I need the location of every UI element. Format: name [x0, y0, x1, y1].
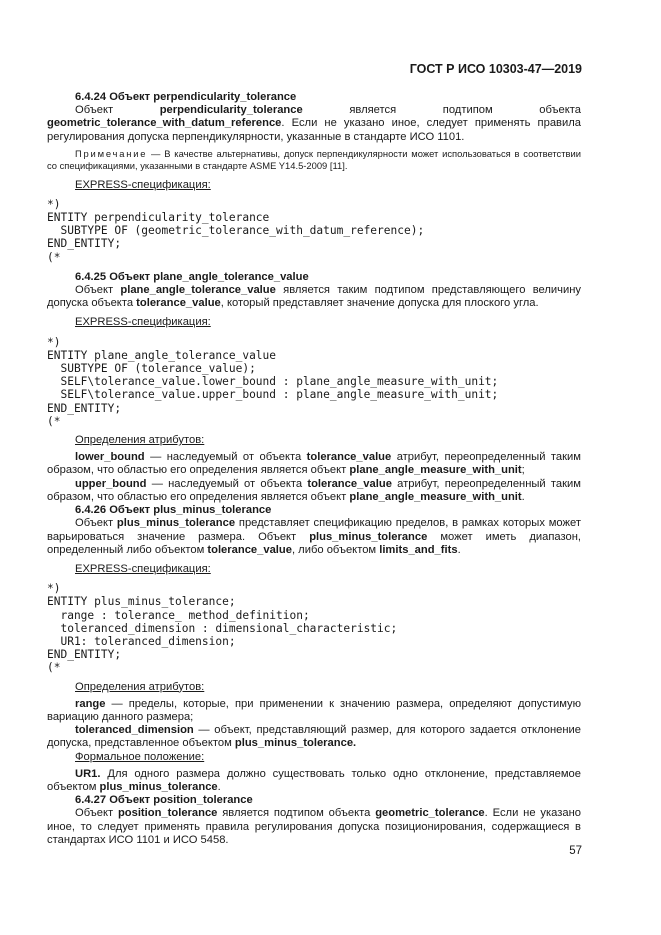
section-title-6-4-24: 6.4.24 Объект perpendicularity_tolerance	[75, 91, 297, 103]
formal-proposition-label: Формальное положение:	[75, 750, 205, 763]
page-number: 57	[569, 845, 582, 857]
attribute-definitions-label: Определения атрибутов:	[75, 680, 205, 693]
section-6-4-27-paragraph: Объект position_tolerance является подтипом объекта geometric_tolerance. Если не указано иное, то следует применять правила регулирования допуска позиционирования, содержащиеся в стандартах ИСО 1101 и ИСО 5458.	[47, 807, 581, 846]
attribute-definition: upper_bound — наследуемый от объекта tolerance_value атрибут, переопределенный таким образом, что областью его определения является объект plane_angle_measure_with_unit.	[47, 477, 581, 503]
section-6-4-25-paragraph: Объект plane_angle_tolerance_value является таким подтипом представляющего величину допуска объекта tolerance_value, который представляет значение допуска для плоского угла.	[47, 284, 581, 310]
express-code-block: *) ENTITY perpendicularity_tolerance SUBTYPE OF (geometric_tolerance_with_datum_reference); END_ENTITY; (*	[47, 197, 425, 264]
section-6-4-26-paragraph: Объект plus_minus_tolerance представляет спецификацию пределов, в рамках которых может варьироваться значение размера. Объект plus_minus_tolerance может иметь диапазон, определенный либо объектом tolerance_value, либо объектом limits_and_fits.	[47, 517, 581, 556]
express-spec-label: EXPRESS-спецификация:	[75, 316, 211, 329]
section-6-4-24-note: Примечание — В качестве альтернативы, допуск перпендикулярности может использоваться в соответствии со спецификациями, указанными в стандарте ASME Y14.5-2009 [11].	[47, 147, 581, 172]
express-spec-label: EXPRESS-спецификация:	[75, 178, 211, 191]
section-title-6-4-27: 6.4.27 Объект position_tolerance	[75, 794, 253, 807]
formal-proposition: UR1. Для одного размера должно существовать только одно отклонение, представляемое объектом plus_minus_tolerance.	[47, 767, 581, 793]
attribute-definitions-label: Определения атрибутов:	[75, 434, 205, 447]
document-header: ГОСТ Р ИСО 10303-47—2019	[409, 62, 582, 76]
attribute-definition: toleranced_dimension — объект, представляющий размер, для которого задается отклонение допуска, представленное объектом plus_minus_tolerance.	[47, 724, 581, 750]
section-title-6-4-25: 6.4.25 Объект plane_angle_tolerance_value	[75, 270, 309, 283]
section-title-6-4-26: 6.4.26 Объект plus_minus_tolerance	[75, 504, 272, 517]
document-body	[47, 91, 581, 847]
attribute-definition: range — пределы, которые, при применении к значению размера, определяют допустимую вариацию данного размера;	[47, 697, 581, 723]
express-spec-label: EXPRESS-спецификация:	[75, 562, 211, 575]
express-code-block: *) ENTITY plus_minus_tolerance; range : tolerance_ method_definition; toleranced_dimension : dimensional_characteristic; UR1: toleranced_dimension; END_ENTITY; (*	[47, 582, 398, 675]
express-code-block: *) ENTITY plane_angle_tolerance_value SUBTYPE OF (tolerance_value); SELF\tolerance_value.lower_bound : plane_angle_measure_with_unit; SELF\tolerance_value.upper_bound : plane_angle_measure_with_unit; END_ENTITY; (*	[47, 335, 499, 428]
section-6-4-24-paragraph: Объект perpendicularity_tolerance является подтипом объекта geometric_tolerance_with_datum_reference. Если не указано иное, следует применять правила регулирования допуска перпендикулярности, указанные в стандарте ИСО 1101.	[47, 104, 581, 143]
attribute-definition: lower_bound — наследуемый от объекта tolerance_value атрибут, переопределенный таким образом, что областью его определения является объект plane_angle_measure_with_unit;	[47, 451, 581, 477]
